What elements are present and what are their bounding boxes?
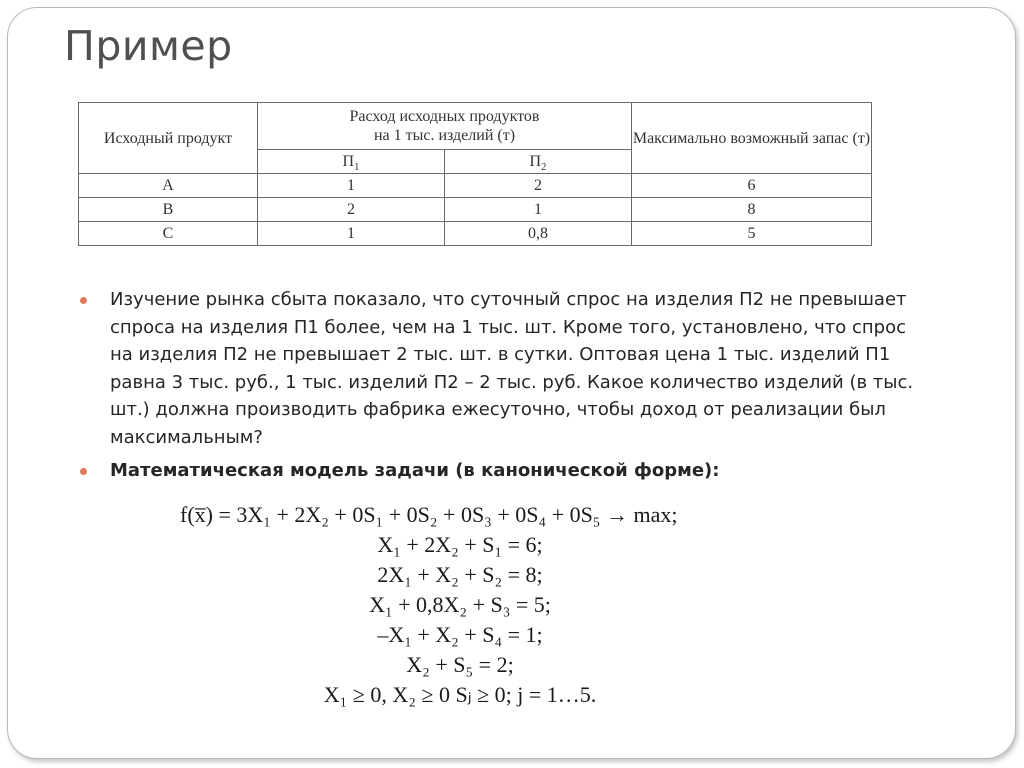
header-product: Исходный продукт	[79, 103, 258, 174]
slide-title: Пример	[64, 22, 233, 70]
header-consumption-line1: Расход исходных продуктов	[349, 108, 540, 125]
resource-table	[78, 102, 872, 246]
objective-function: f(x̅) = 3X₁ + 2X₂ + 0S₁ + 0S₂ + 0S₃ + 0S₄ + 0S₅ → max;	[180, 502, 678, 527]
cell-product: B	[79, 198, 258, 222]
bullet-list	[80, 286, 920, 491]
model-heading: Математическая модель задачи (в канонической форме):	[110, 460, 720, 481]
problem-statement: Изучение рынка сбыта показало, что суточный спрос на изделия П2 не превышает спроса на изделия П1 более, чем на 1 тыс. шт. Кроме того, установлено, что спрос на изделия П2 не превышает 2 тыс. шт. в сутки. Оптовая цена 1 тыс. изделий П1 равна 3 тыс. руб., 1 тыс. изделий П2 – 2 тыс. руб. Какое количество изделий (в тыс. шт.) должна производить фабрика ежесуточно, чтобы доход от реализации был максимальным?	[110, 289, 914, 448]
nonnegativity-line: X₁ ≥ 0, X₂ ≥ 0 Sⱼ ≥ 0; j = 1…5.	[323, 682, 597, 707]
header-p2: $П_2$	[445, 150, 632, 174]
cell-p2: 1	[445, 198, 632, 222]
cell-max: 8	[632, 198, 872, 222]
cell-p1: 1	[258, 174, 445, 198]
cell-max: 5	[632, 222, 872, 246]
cell-p2: 0,8	[445, 222, 632, 246]
cell-p2: 2	[445, 174, 632, 198]
table-row	[79, 174, 872, 198]
list-item	[80, 286, 920, 451]
math-model	[180, 500, 740, 710]
cell-p1: 2	[258, 198, 445, 222]
table-row	[79, 222, 872, 246]
header-consumption-line2: на 1 тыс. изделий (т)	[373, 127, 516, 144]
header-consumption-group	[258, 103, 632, 150]
cell-product: C	[79, 222, 258, 246]
cell-p1: 1	[258, 222, 445, 246]
bullet-dot-icon	[80, 468, 87, 475]
table-header-row	[79, 103, 872, 150]
bullet-dot-icon	[80, 297, 87, 304]
header-max-stock: Максимально возможный запас (т)	[632, 103, 872, 174]
list-item	[80, 457, 920, 485]
constraint-line: X₂ + S₅ = 2;	[406, 652, 514, 677]
header-p1: $П_1$	[258, 150, 445, 174]
constraint-line: X₁ + 2X₂ + S₁ = 6;	[377, 532, 543, 557]
constraint-line: X₁ + 0,8X₂ + S₃ = 5;	[369, 592, 551, 617]
cell-product: A	[79, 174, 258, 198]
constraint-line: 2X₁ + X₂ + S₂ = 8;	[377, 562, 543, 587]
table-row	[79, 198, 872, 222]
cell-max: 6	[632, 174, 872, 198]
constraint-line: –X₁ + X₂ + S₄ = 1;	[377, 622, 543, 647]
